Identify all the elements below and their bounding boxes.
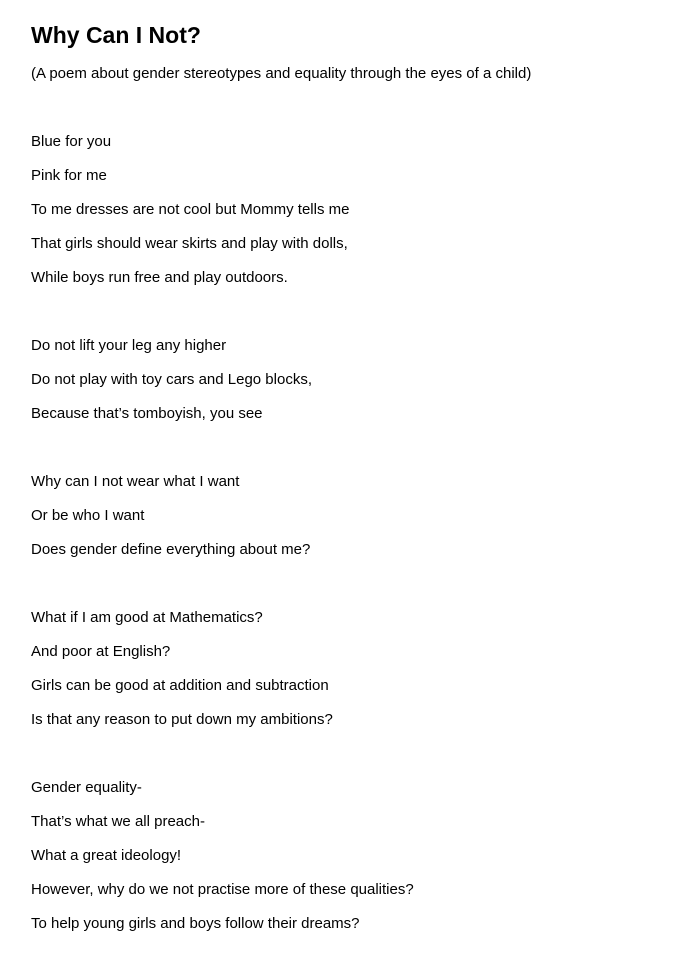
poem-line: Girls can be good at addition and subtraction [31, 677, 329, 694]
poem-line: What a great ideology! [31, 847, 182, 864]
poem-line: While boys run free and play outdoors. [31, 269, 288, 286]
poem-line: Do not play with toy cars and Lego blocks, [31, 371, 312, 388]
poem-line: To help young girls and boys follow their dreams? [31, 915, 360, 932]
poem-line: Do not lift your leg any higher [31, 337, 227, 354]
poem-line: Why can I not wear what I want [31, 473, 240, 490]
poem-line: Is that any reason to put down my ambitions? [31, 711, 333, 728]
poem-line: Gender equality- [31, 779, 142, 796]
poem-line: Does gender define everything about me? [31, 541, 311, 558]
poem-line: Pink for me [31, 167, 107, 184]
poem-line: Because that’s tomboyish, you see [31, 405, 263, 422]
poem-line: That’s what we all preach- [31, 813, 205, 830]
poem-title: Why Can I Not? [31, 22, 201, 48]
poem-line: That girls should wear skirts and play with dolls, [31, 235, 348, 252]
poem-line: To me dresses are not cool but Mommy tells me [31, 201, 350, 218]
poem-line: Or be who I want [31, 507, 145, 524]
poem-subtitle: (A poem about gender stereotypes and equality through the eyes of a child) [31, 65, 532, 82]
poem-line: And poor at English? [31, 643, 171, 660]
poem-line: However, why do we not practise more of these qualities? [31, 881, 414, 898]
poem-line: What if I am good at Mathematics? [31, 609, 263, 626]
poem-line: Blue for you [31, 133, 112, 150]
